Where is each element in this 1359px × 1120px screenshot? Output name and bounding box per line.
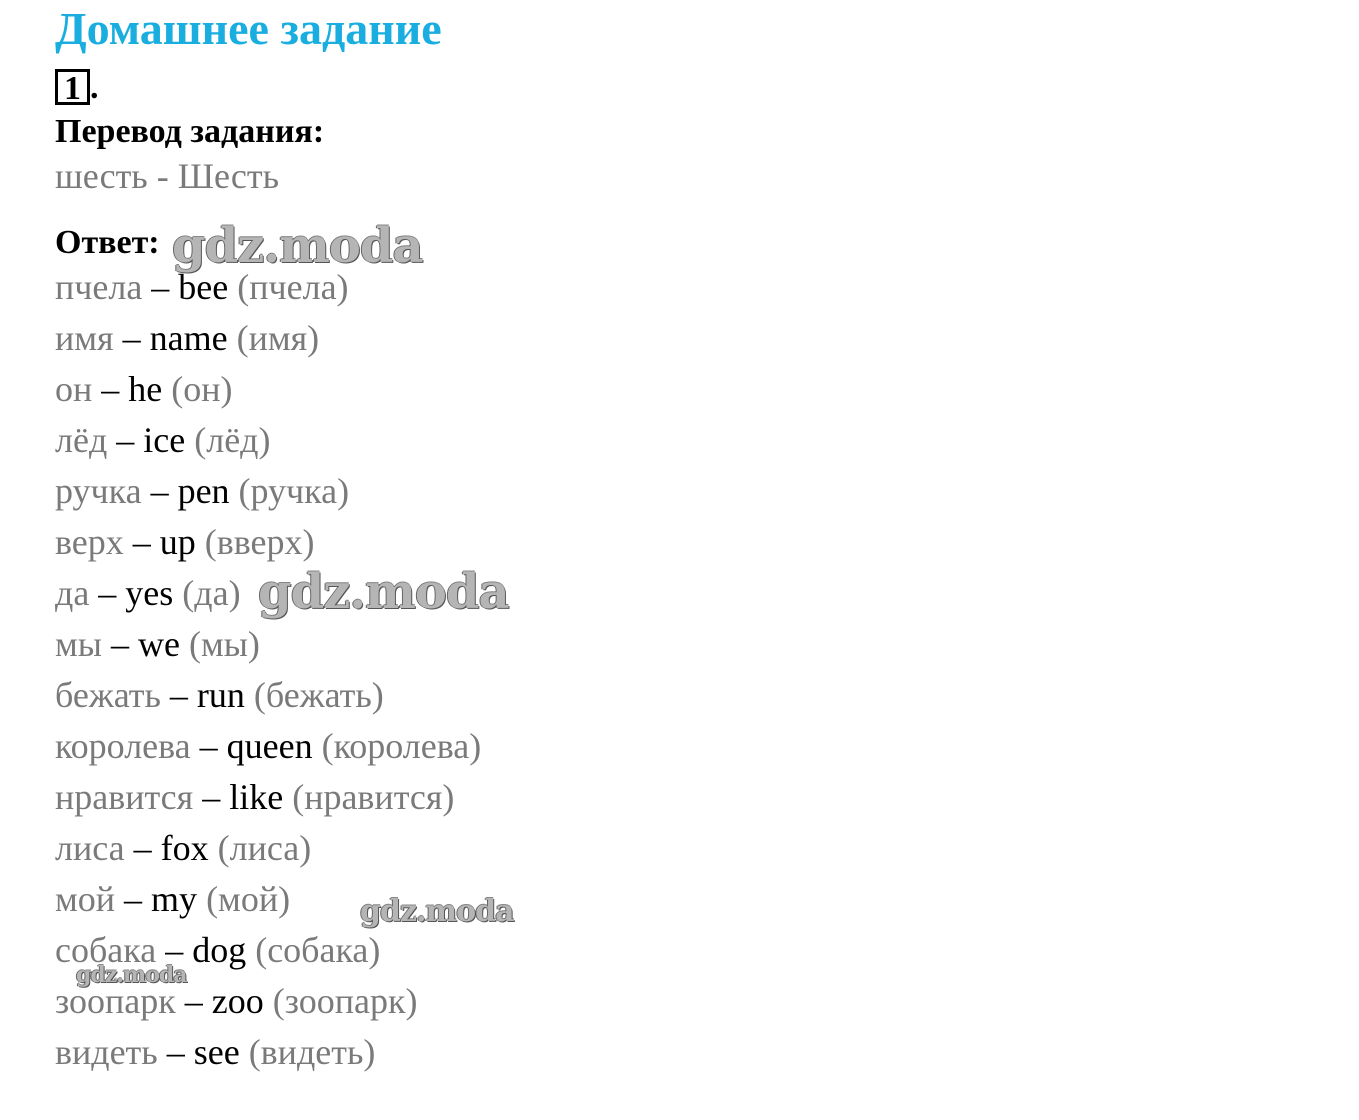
answer-english-word: run [196,675,245,715]
task-number-suffix: . [90,69,99,106]
translation-label: Перевод задания: [55,113,325,150]
watermark: gdz.moda [76,962,187,988]
answer-english-word: queen [226,726,313,766]
answer-russian-word: имя [55,318,114,358]
answer-english-word: dog [192,930,247,970]
answer-separator: – [116,420,135,460]
answer-separator: – [184,981,203,1021]
answer-item [55,469,481,520]
answer-russian-word: лёд [55,420,108,460]
answer-gloss: (мы) [188,624,260,664]
answer-russian-word: лиса [55,828,125,868]
answer-russian-word: нравится [55,777,194,817]
answer-separator: – [122,318,141,358]
answer-gloss: (бежать) [253,675,384,715]
answer-list [55,265,481,1081]
task-number-box: 1 [55,69,90,105]
watermark: gdz.moda [172,218,423,274]
answer-item [55,418,481,469]
answer-item [55,571,481,622]
answer-label: Ответ: [55,224,160,261]
answer-item [55,1030,481,1081]
answer-english-word: name [149,318,228,358]
answer-separator: – [101,369,120,409]
answer-russian-word: пчела [55,267,143,307]
answer-gloss: (имя) [236,318,320,358]
answer-english-word: my [151,879,198,919]
answer-russian-word: собака [55,930,157,970]
answer-item [55,877,481,928]
watermark: gdz.moda [360,894,514,929]
answer-separator: – [151,267,170,307]
answer-english-word: we [137,624,180,664]
watermark: gdz.moda [258,564,509,620]
answer-item [55,520,481,571]
answer-russian-word: да [55,573,90,613]
answer-russian-word: ручка [55,471,142,511]
answer-separator: – [166,1032,185,1072]
answer-gloss: (пчела) [237,267,349,307]
answer-gloss: (лёд) [194,420,271,460]
answer-separator: – [199,726,218,766]
answer-english-word: pen [177,471,230,511]
answer-russian-word: мы [55,624,102,664]
answer-item [55,367,481,418]
answer-gloss: (ручка) [238,471,350,511]
answer-separator: – [110,624,129,664]
answer-english-word: like [229,777,284,817]
answer-english-word: zoo [211,981,264,1021]
page-title: Домашнее задание [55,3,442,54]
answer-item [55,775,481,826]
answer-item [55,265,481,316]
answer-russian-word: бежать [55,675,161,715]
answer-english-word: yes [125,573,174,613]
answer-item [55,316,481,367]
answer-gloss: (да) [182,573,241,613]
answer-separator: – [165,930,184,970]
answer-separator: – [202,777,221,817]
answer-gloss: (видеть) [248,1032,376,1072]
answer-gloss: (королева) [321,726,482,766]
translation-text: шесть - Шесть [55,156,280,196]
answer-gloss: (зоопарк) [272,981,418,1021]
answer-item [55,724,481,775]
answer-gloss: (вверх) [204,522,315,562]
answer-item [55,979,481,1030]
answer-item [55,928,481,979]
answer-russian-word: видеть [55,1032,158,1072]
answer-gloss: (лиса) [217,828,312,868]
answer-english-word: fox [160,828,209,868]
answer-russian-word: верх [55,522,124,562]
answer-russian-word: королева [55,726,191,766]
task-number [55,63,99,105]
answer-russian-word: он [55,369,93,409]
answer-gloss: (он) [171,369,233,409]
answer-gloss: (нравится) [292,777,455,817]
answer-russian-word: мой [55,879,116,919]
answer-separator: – [169,675,188,715]
answer-separator: – [124,879,143,919]
answer-separator: – [132,522,151,562]
answer-gloss: (мой) [206,879,291,919]
answer-russian-word: зоопарк [55,981,176,1021]
answer-separator: – [150,471,169,511]
answer-english-word: up [159,522,196,562]
answer-separator: – [133,828,152,868]
answer-english-word: he [128,369,163,409]
answer-item [55,622,481,673]
answer-gloss: (собака) [255,930,381,970]
answer-separator: – [98,573,117,613]
answer-english-word: see [193,1032,240,1072]
answer-item [55,673,481,724]
answer-english-word: bee [178,267,229,307]
answer-item [55,826,481,877]
answer-english-word: ice [143,420,186,460]
